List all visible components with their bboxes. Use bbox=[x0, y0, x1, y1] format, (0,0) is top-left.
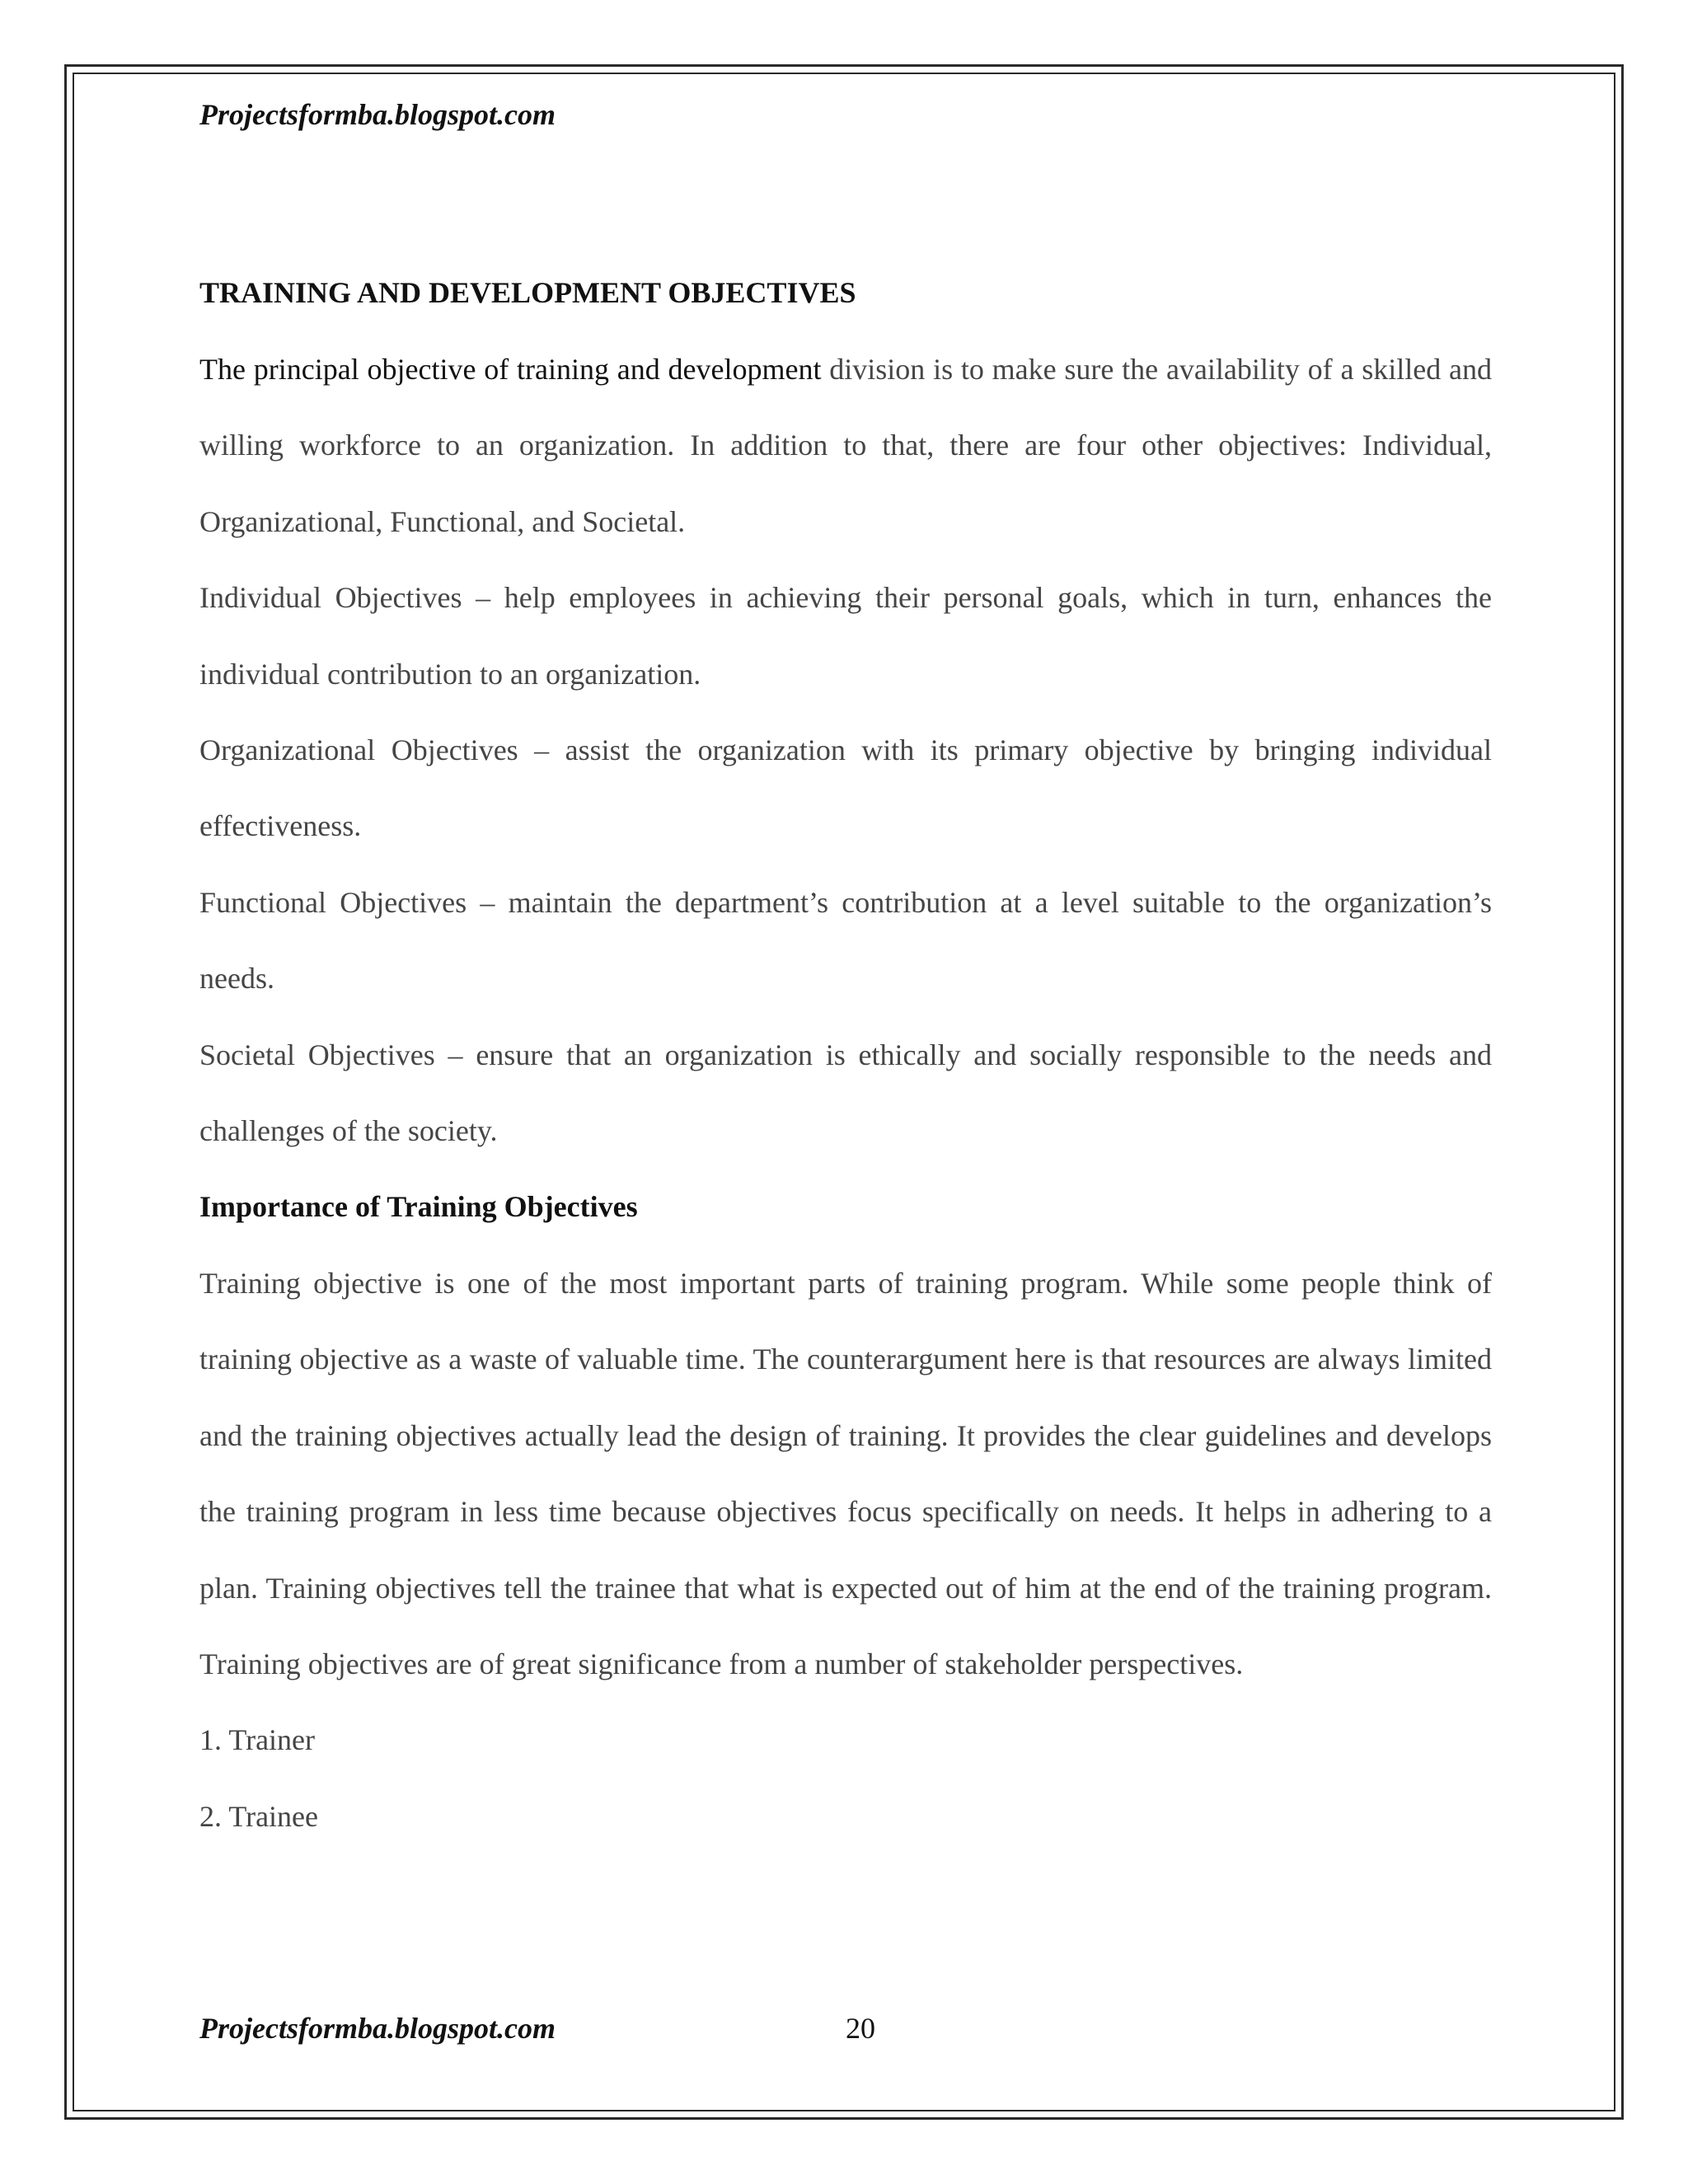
importance-paragraph: Training objective is one of the most important parts of training program. While some people think of training objective as a waste of valuable time. The counterargument here is that resources are always limited and the training objectives actually lead the design of training. It provides the clear guidelines and develops the training program in less time because objectives focus specifically on needs. It helps in adhering to a plan. Training objectives tell the trainee that what is expected out of him at the end of the training program. Training objectives are of great significance from a number of stakeholder perspectives. bbox=[199, 1266, 1492, 1680]
footer-site-name: Projectsformba.blogspot.com bbox=[199, 2012, 556, 2045]
header-site-name: Projectsformba.blogspot.com bbox=[199, 98, 556, 131]
objectives-body bbox=[199, 331, 1492, 1854]
intro-lead-text: The principal objective of training and development bbox=[199, 353, 822, 386]
organizational-objectives-paragraph: Organizational Objectives – assist the organization with its primary objective by bringing individual effectiveness. bbox=[199, 733, 1492, 843]
section-title: TRAINING AND DEVELOPMENT OBJECTIVES bbox=[199, 276, 856, 309]
functional-objectives-paragraph: Functional Objectives – maintain the department’s contribution at a level suitable to the organization’s needs. bbox=[199, 885, 1492, 996]
intro-rest-text: division is to make sure the availability of a skilled and willing workforce to an organization. In addition to that, there are four other objectives: Individual, Organizational, Functional, and Societal. bbox=[199, 353, 1492, 538]
intro-paragraph bbox=[199, 331, 1492, 560]
page-number: 20 bbox=[846, 2012, 875, 2045]
list-item-trainee: 2. Trainee bbox=[199, 1799, 318, 1833]
list-item-trainer: 1. Trainer bbox=[199, 1723, 316, 1757]
societal-objectives-paragraph: Societal Objectives – ensure that an organization is ethically and socially responsible to the needs and challenges of the society. bbox=[199, 1038, 1492, 1148]
importance-heading: Importance of Training Objectives bbox=[199, 1190, 638, 1224]
individual-objectives-paragraph: Individual Objectives – help employees in achieving their personal goals, which in turn, enhances the individual contribution to an organization. bbox=[199, 581, 1492, 691]
